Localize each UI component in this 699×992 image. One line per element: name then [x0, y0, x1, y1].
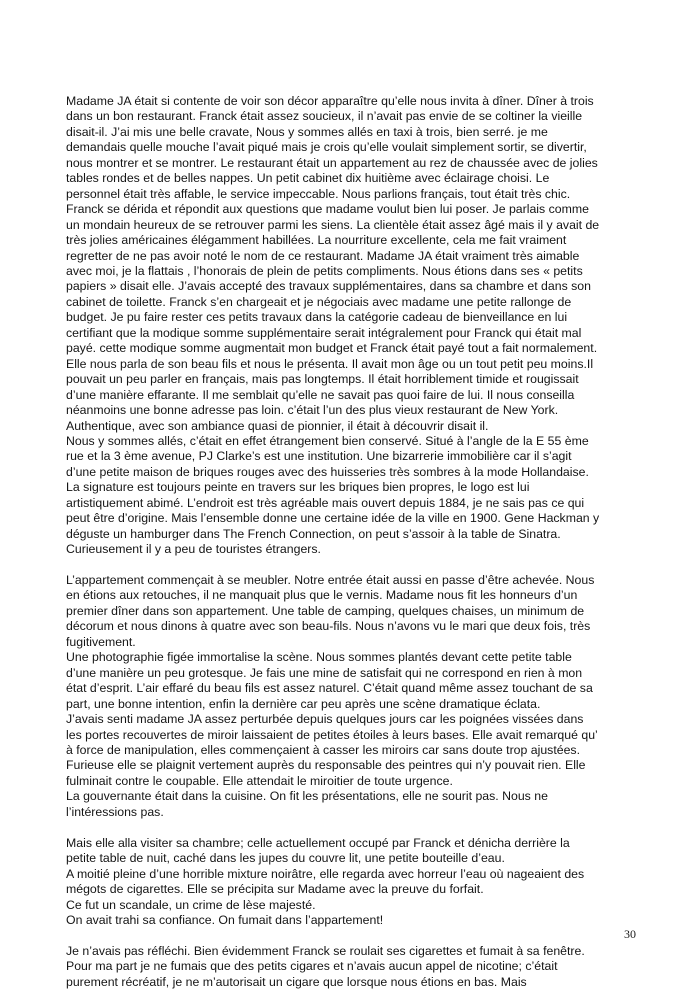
text-line: L’appartement commençait à se meubler. Notre entrée était aussi en passe d’être achevée. Nous: [66, 573, 595, 588]
text-line: dans un bon restaurant. Franck était assez soucieux, il n’avait pas envie de se coltiner la vieille: [66, 109, 583, 124]
text-line: Nous y sommes allés, c’était en effet étrangement bien conservé. Situé à l’angle de la E 55 ème: [66, 433, 589, 448]
text-line: papiers » disait elle. J’avais accepté des travaux supplémentaires, dans sa chambre et dans son: [66, 279, 591, 294]
text-line: Une photographie figée immortalise la scène. Nous sommes plantés devant cette petite table: [66, 650, 572, 665]
text-line: petite table de nuit, caché dans les jupes du couvre lit, une petite bouteille d’eau.: [66, 851, 505, 866]
paragraph: [66, 944, 648, 990]
text-line: d’une manière un peu grotesque. Je fais une mine de satisfait qui ne correspond en rien à mon: [66, 665, 583, 680]
text-line: part, une bonne intention, enfin la dernière car peu après une scène dramatique éclata.: [66, 696, 541, 711]
text-line: payé. cette modique somme augmentait mon budget et Franck était payé tout a fait normalement.: [66, 341, 598, 356]
text-line: certifiant que la modique somme supplémentaire serait intégralement pour Franck qui était mal: [66, 325, 582, 340]
text-line: peut être d’origine. Mais l’ensemble donne une certaine idée de la ville en 1900. Gene Hackman y: [66, 511, 600, 526]
text-line: La gouvernante était dans la cuisine. On fit les présentations, elle ne sourit pas. Nous ne: [66, 789, 548, 804]
text-line: regretter de ne pas avoir noté le nom de ce restaurant. Madame JA était vraiment très aimable: [66, 248, 580, 263]
text-line: Je n’avais pas réfléchi. Bien évidemment Franck se roulait ses cigarettes et fumait à sa fenêtre.: [66, 943, 585, 958]
text-line: Madame JA était si contente de voir son décor apparaître qu’elle nous invita à dîner. Dîner à trois: [66, 94, 594, 108]
text-line: personnel était très affable, le service impeccable. Nous parlions français, tout était très chic.: [66, 186, 571, 201]
text-line: un mondain heureux de se retrouver parmi les siens. La clientèle était assez âgé mais il y avait de: [66, 217, 600, 232]
text-line: état d’esprit. L’air effaré du beau fils est assez naturel. C’était quand même assez touchant de sa: [66, 681, 593, 696]
text-line: A moitié pleine d’une horrible mixture noirâtre, elle regarda avec horreur l’eau où nageaient des: [66, 866, 585, 881]
text-line: Authentique, avec son ambiance quasi de pionnier, il était à découvrir disait il.: [66, 418, 489, 433]
text-line: mégots de cigarettes. Elle se précipita sur Madame avec la preuve du forfait.: [66, 882, 484, 897]
text-line: Elle nous parla de son beau fils et nous le présenta. Il avait mon âge ou un tout petit peu moins.Il: [66, 356, 594, 371]
text-line: décorum et nous dinons à quatre avec son beau-fils. Nous n’avons vu le mari que deux fois, très: [66, 619, 591, 634]
text-line: budget. Je pu faire rester ces petits travaux dans la catégorie cadeau de bienveillance en lui: [66, 310, 568, 325]
text-line: Franck se dérida et répondit aux questions que madame voulut bien lui poser. Je parlais comme: [66, 202, 589, 217]
text-line: néanmoins une bonne adresse pas loin. c’était l’un des plus vieux restaurant de New York.: [66, 403, 559, 418]
text-line: cabinet de toilette. Franck s’en chargeait et je négociais avec madame une petite rallonge de: [66, 294, 572, 309]
text-line: l’intéressions pas.: [66, 804, 164, 819]
text-line: rue et la 3 ème avenue, PJ Clarke’s est une institution. Une bizarrerie immobilière car il s’agit: [66, 449, 572, 464]
text-line: nous montrer et se montrer. Le restaurant était un appartement au rez de chaussée avec de jolies: [66, 155, 598, 170]
text-line: fulminait contre le coupable. Elle attendait le miroitier de toute urgence.: [66, 773, 453, 788]
paragraph: [66, 94, 648, 558]
text-line: artistiquement abimé. L’endroit est très agréable mais ouvert depuis 1884, je ne sais pas ce qui: [66, 495, 585, 510]
text-line: tables rondes et de belles nappes. Un petit cabinet dix huitième avec éclairage choisi. Le: [66, 171, 550, 186]
text-line: les portes recouvertes de miroir laissaient de petites étoiles à leurs bases. Elle avait remarqué qu’: [66, 727, 598, 742]
text-line: Pour ma part je ne fumais que des petits cigares et n’avais aucun appel de nicotine; c’était: [66, 959, 558, 974]
page-number: 30: [624, 927, 636, 941]
text-line: demandais quelle mouche l’avait piqué mais je crois qu’elle voulait simplement sortir, se divertir,: [66, 140, 587, 155]
text-line: à force de manipulation, elles commençaient à casser les miroirs car sans doute trop ajustées.: [66, 743, 580, 758]
text-line: déguste un hamburger dans The French Connection, on peut s’assoir à la table de Sinatra.: [66, 526, 561, 541]
text-line: On avait trahi sa confiance. On fumait dans l’appartement!: [66, 912, 384, 927]
text-line: en étions aux retouches, il ne manquait plus que le vernis. Madame nous fit les honneurs d’un: [66, 588, 578, 603]
text-line: d’une petite maison de briques rouges avec des huisseries très sombres à la mode Hollandaise.: [66, 464, 589, 479]
text-line: Furieuse elle se plaignit vertement auprès du responsable des peintres qui n’y pouvait rien. Elle: [66, 758, 586, 773]
text-line: pouvait un peu parler en français, mais pas longtemps. Il était horriblement timide et rougissait: [66, 372, 579, 387]
text-line: très jolies américaines élégamment habillées. La nourriture excellente, cela me fait vraiment: [66, 233, 567, 248]
text-line: Mais elle alla visiter sa chambre; celle actuellement occupé par Franck et dénicha derrière la: [66, 835, 570, 850]
text-line: fugitivement.: [66, 634, 136, 649]
text-line: disait-il. J’ai mis une belle cravate, Nous y sommes allés en taxi à trois, bien serré. je me: [66, 124, 548, 139]
text-line: La signature est toujours peinte en travers sur les briques bien propres, le logo est lui: [66, 480, 530, 495]
text-line: J’avais senti madame JA assez perturbée depuis quelques jours car les poignées vissées dans: [66, 712, 584, 727]
text-line: premier dîner dans son appartement. Une table de camping, quelques chaises, un minimum de: [66, 603, 585, 618]
text-line: purement récréatif, je ne m’autorisait un cigare que lorsque nous étions en bas. Mais: [66, 974, 527, 989]
text-line: avec moi, je la flattais , l’honorais de plein de petits compliments. Nous étions dans ses « petits: [66, 263, 583, 278]
text-line: d’une manière effarante. Il me semblait qu’elle ne savait pas quoi faire de lui. Il nous conseilla: [66, 387, 575, 402]
text-line: Curieusement il y a peu de touristes étrangers.: [66, 542, 321, 557]
text-line: Ce fut un scandale, un crime de lèse majesté.: [66, 897, 316, 912]
paragraph: [66, 836, 648, 929]
paragraph: [66, 573, 648, 820]
page-body: [66, 94, 648, 990]
